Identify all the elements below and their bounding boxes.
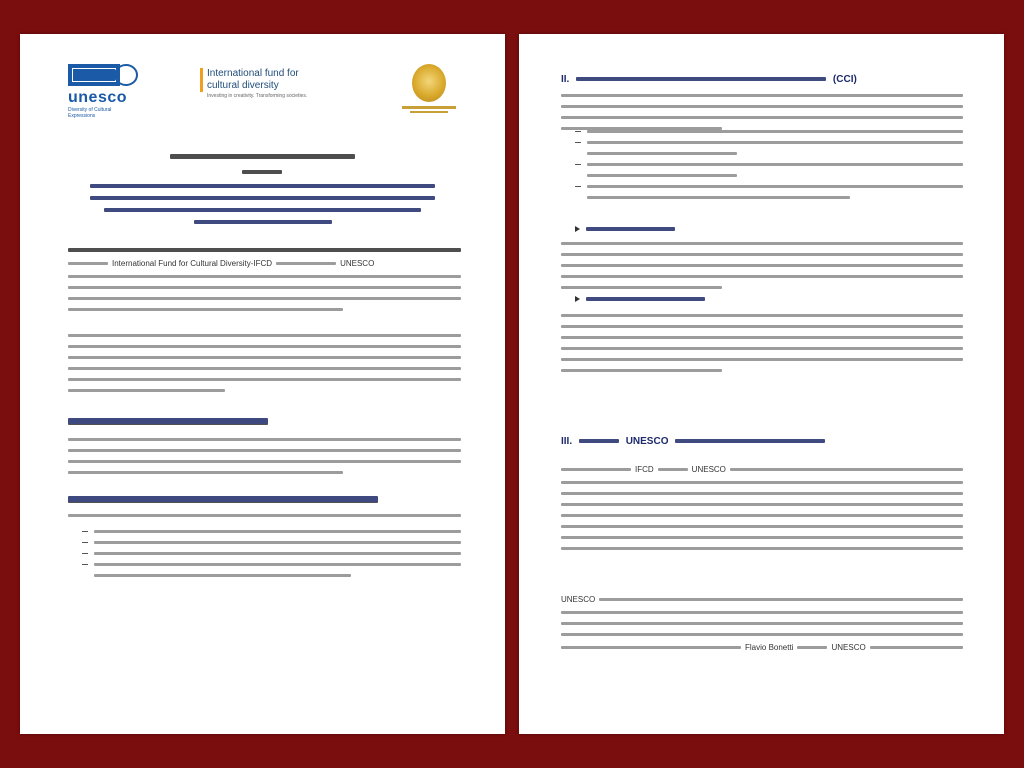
environment-paragraph <box>561 242 963 297</box>
section-iii-number: III. <box>561 436 573 447</box>
section-i-heading <box>68 496 378 511</box>
list-item <box>82 530 461 533</box>
section-iii-title-khmer-2 <box>675 439 825 443</box>
quote-2-unesco-end: UNESCO <box>831 643 866 652</box>
subheading-cooperation <box>575 296 705 310</box>
title-about-word <box>242 170 282 182</box>
list-item <box>82 563 461 566</box>
list-item <box>575 130 963 133</box>
ifcd-logo <box>200 68 340 99</box>
ministry-seal-icon <box>412 64 446 102</box>
list-item <box>82 541 461 544</box>
ministry-name-text <box>402 106 456 109</box>
intro-paragraph <box>68 334 461 400</box>
globe-icon <box>114 64 138 86</box>
section-ii-bullet-list <box>575 130 963 207</box>
quote-unesco: UNESCO <box>691 465 726 474</box>
section-iii-heading <box>561 436 825 447</box>
quote-speaker-name: Flavio Bonetti <box>745 643 794 652</box>
quote-2-unesco: UNESCO <box>561 595 596 604</box>
section-iii-title-khmer-1 <box>579 439 619 443</box>
section-ii-number: II. <box>561 74 570 85</box>
section-ii-title-khmer <box>576 77 826 81</box>
section-i-bullet-list <box>82 530 461 585</box>
arrow-bullet-icon <box>575 296 580 302</box>
section-ii-code: CCI <box>836 74 854 85</box>
section-i-intro <box>68 514 461 525</box>
ministry-of-culture-logo <box>396 64 462 113</box>
unesco-temple-icon <box>68 64 120 86</box>
subheading-environment <box>575 226 675 240</box>
quote-paragraph-2 <box>561 596 963 659</box>
unesco-wordmark: unesco <box>68 89 128 106</box>
arrow-bullet-icon <box>575 226 580 232</box>
section-heading-growth <box>68 418 268 433</box>
list-item <box>575 185 963 188</box>
list-item <box>82 552 461 555</box>
list-item <box>575 163 963 166</box>
list-item <box>575 141 963 144</box>
quote-ifcd: IFCD <box>635 465 654 474</box>
unesco-name: UNESCO <box>340 259 375 268</box>
section-ii-heading: II. (CCI) <box>561 74 857 85</box>
quote-paragraph-1 <box>561 466 963 558</box>
ifcd-title-line-1: International fund for <box>207 68 299 79</box>
cooperation-paragraph <box>561 314 963 380</box>
press-release-title <box>170 154 355 167</box>
press-release-page-2 <box>519 34 1004 734</box>
growth-paragraph <box>68 438 461 482</box>
ifcd-name: International Fund for Cultural Diversity-IFCD <box>112 259 273 268</box>
dateline-paragraph <box>68 248 461 319</box>
section-iii-unesco: UNESCO <box>625 436 669 447</box>
unesco-logo <box>68 64 148 126</box>
ifcd-accent-bar <box>200 68 203 92</box>
headline-khmer <box>90 184 435 232</box>
ifcd-tagline: Investing in creativity. Transforming societies. <box>207 93 308 99</box>
unesco-subtitle: Diversity of Cultural Expressions <box>68 107 112 119</box>
press-release-page-1 <box>20 34 505 734</box>
ifcd-title-line-2: cultural diversity <box>207 80 279 91</box>
ministry-subtitle-text <box>410 111 448 113</box>
